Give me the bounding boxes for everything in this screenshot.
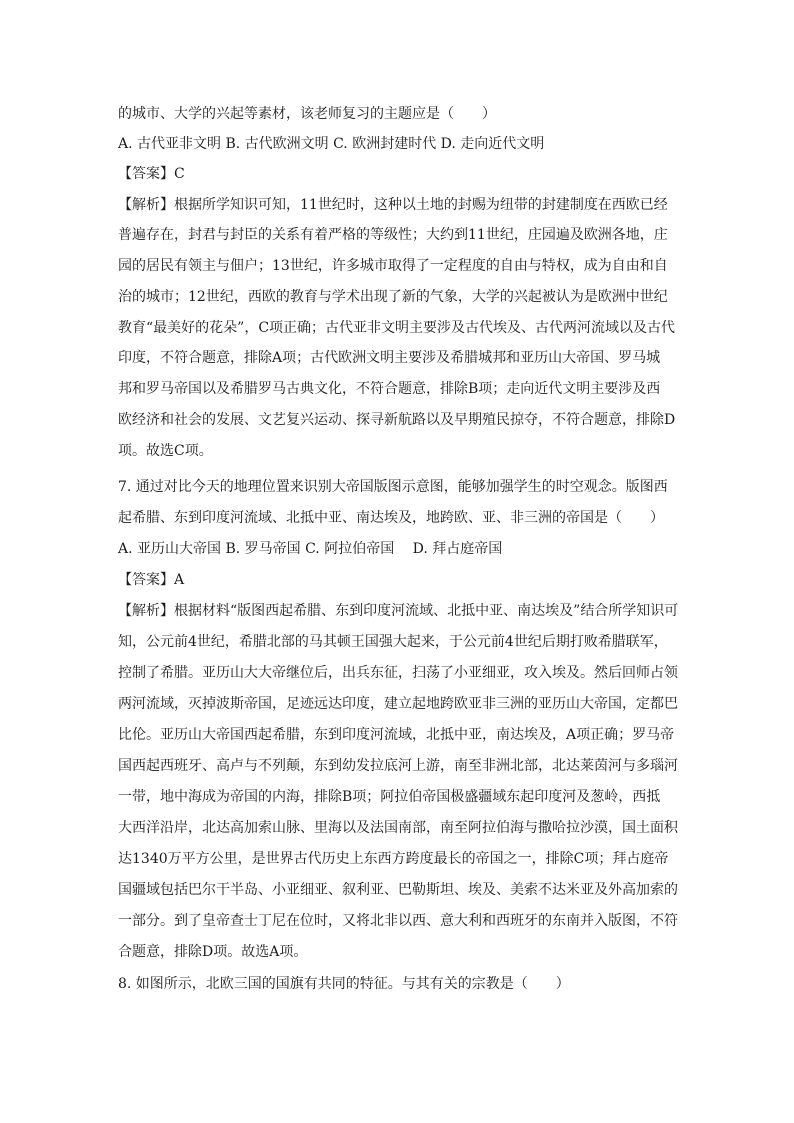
q7-analysis-line-1: 【解析】根据材料“版图西起希腊、东到印度河流域、北抵中亚、南达埃及”结合所学知识可 bbox=[118, 603, 679, 619]
q6-stem-tail: 的城市、大学的兴起等素材，该老师复习的主题应是（ ） bbox=[118, 106, 496, 122]
q6-analysis-line-3: 园的居民有领主与佃户；13世纪，许多城市取得了一定程度的自由与特权，成为自由和自 bbox=[118, 258, 668, 274]
q7-analysis-line-6: 国西起西班牙、高卢与不列颠，东到幼发拉底河上游，南至非洲北部，北达莱茵河与多瑙河 bbox=[118, 758, 678, 774]
q7-analysis-line-5: 比伦。亚历山大帝国西起希腊，东到印度河流域，北抵中亚，南达埃及，A项正确；罗马帝 bbox=[118, 727, 675, 743]
q6-answer: 【答案】C bbox=[118, 166, 185, 182]
q7-analysis-line-12: 合题意，排除D项。故选A项。 bbox=[118, 944, 308, 960]
q7-analysis-line-8: 大西洋沿岸，北达高加索山脉、里海以及法国南部，南至阿拉伯海与撒哈拉沙漠，国土面积 bbox=[118, 820, 678, 836]
q6-analysis-line-9: 项。故选C项。 bbox=[118, 443, 213, 459]
q7-answer: 【答案】A bbox=[118, 572, 185, 588]
q6-analysis-line-6: 印度，不符合题意，排除A项；古代欧洲文明主要涉及希腊城邦和亚历山大帝国、罗马城 bbox=[118, 350, 661, 366]
q6-analysis-line-5: 教育“最美好的花朵”，C项正确；古代亚非文明主要涉及古代埃及、古代两河流域以及古代 bbox=[118, 320, 676, 336]
q7-analysis-line-4: 两河流域，灭掉波斯帝国，足迹远达印度，建立起地跨欧亚非三洲的亚历山大帝国，定都巴 bbox=[118, 696, 678, 712]
q8-stem: 8. 如图所示，北欧三国的国旗有共同的特征。与其有关的宗教是（ ） bbox=[118, 976, 570, 992]
q6-analysis-line-8: 欧经济和社会的发展、文艺复兴运动、探寻新航路以及早期殖民掠夺，不符合题意，排除D bbox=[118, 412, 676, 428]
q7-analysis-line-2: 知，公元前4世纪，希腊北部的马其顿王国强大起来，于公元前4世纪后期打败希腊联军， bbox=[118, 634, 668, 650]
q7-analysis-line-11: 一部分。到了皇帝查士丁尼在位时，又将北非以西、意大利和西班牙的东南并入版图，不符 bbox=[118, 913, 678, 929]
q6-analysis-line-2: 普遍存在，封君与封臣的关系有着严格的等级性；大约到11世纪，庄园遍及欧洲各地，庄 bbox=[118, 227, 668, 243]
q6-analysis-line-1: 【解析】根据所学知识可知，11世纪时，这种以土地的封赐为纽带的封建制度在西欧已经 bbox=[118, 197, 668, 213]
q7-analysis-line-7: 一带，地中海成为帝国的内海，排除B项；阿拉伯帝国极盛疆域东起印度河及葱岭，西抵 bbox=[118, 789, 661, 805]
q7-stem-line-1: 7. 通过对比今天的地理位置来识别大帝国版图示意图，能够加强学生的时空观念。版图西 bbox=[118, 479, 668, 495]
q7-analysis-line-9: 达1340万平方公里，是世界古代历史上东西方跨度最长的帝国之一，排除C项；拜占庭帝 bbox=[118, 851, 669, 867]
q7-options: A. 亚历山大帝国 B. 罗马帝国 C. 阿拉伯帝国 D. 拜占庭帝国 bbox=[118, 541, 503, 557]
q6-options: A. 古代亚非文明 B. 古代欧洲文明 C. 欧洲封建时代 D. 走向近代文明 bbox=[118, 136, 545, 152]
q7-stem-line-2: 起希腊、东到印度河流域、北抵中亚、南达埃及，地跨欧、亚、非三洲的帝国是（ ） bbox=[118, 510, 664, 526]
q6-analysis-line-7: 邦和罗马帝国以及希腊罗马古典文化，不符合题意，排除B项；走向近代文明主要涉及西 bbox=[118, 381, 661, 397]
q7-analysis-line-10: 国疆域包括巴尔干半岛、小亚细亚、叙利亚、巴勒斯坦、埃及、美索不达米亚及外高加索的 bbox=[118, 882, 678, 898]
q7-analysis-line-3: 控制了希腊。亚历山大大帝继位后，出兵东征，扫荡了小亚细亚，攻入埃及。然后回师占领 bbox=[118, 665, 678, 681]
q6-analysis-line-4: 治的城市；12世纪，西欧的教育与学术出现了新的气象，大学的兴起被认为是欧洲中世纪 bbox=[118, 289, 668, 305]
